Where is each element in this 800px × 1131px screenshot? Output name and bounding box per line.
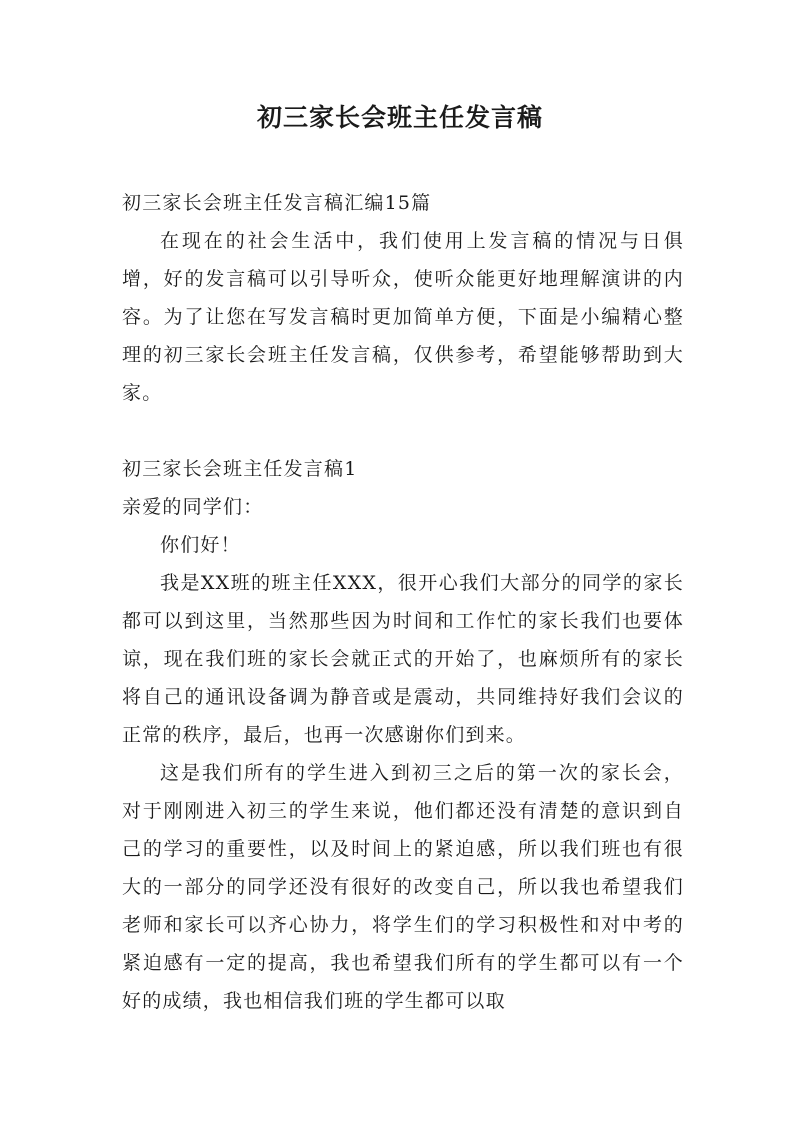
body-paragraph-2: 这是我们所有的学生进入到初三之后的第一次的家长会，对于刚刚进入初三的学生来说，他们都还没有清楚的意识到自己的学习的重要性，以及时间上的紧迫感，所以我们班也有很大的一部分的同学还没有很好的改变自己，所以我也希望我们老师和家长可以齐心协力，将学生们的学习积极性和对中考的紧迫感有一定的提高，我也希望我们所有的学生都可以有一个好的成绩，我也相信我们班的学生都可以取 [122, 762, 684, 1012]
intro-paragraph: 在现在的社会生活中，我们使用上发言稿的情况与日俱增，好的发言稿可以引导听众，使听众能更好地理解演讲的内容。为了让您在写发言稿时更加简单方便，下面是小编精心整理的初三家长会班主任发言稿，仅供参考，希望能够帮助到大家。 [122, 230, 684, 404]
salutation: 亲爱的同学们： [122, 496, 264, 518]
document-body [122, 184, 684, 1020]
body-paragraph-1: 我是XX班的班主任XXX，很开心我们大部分的同学的家长都可以到这里，当然那些因为时间和工作忙的家长我们也要体谅，现在我们班的家长会就正式的开始了，也麻烦所有的家长将自己的通讯设备调为静音或是震动，共同维持好我们会议的正常的秩序，最后，也再一次感谢你们到来。 [122, 572, 684, 746]
collection-heading: 初三家长会班主任发言稿汇编15篇 [122, 192, 432, 214]
paragraph-spacer [122, 412, 684, 450]
document-title: 初三家长会班主任发言稿 [256, 103, 543, 132]
section-heading: 初三家长会班主任发言稿1 [122, 458, 358, 480]
greeting: 你们好！ [160, 534, 241, 556]
